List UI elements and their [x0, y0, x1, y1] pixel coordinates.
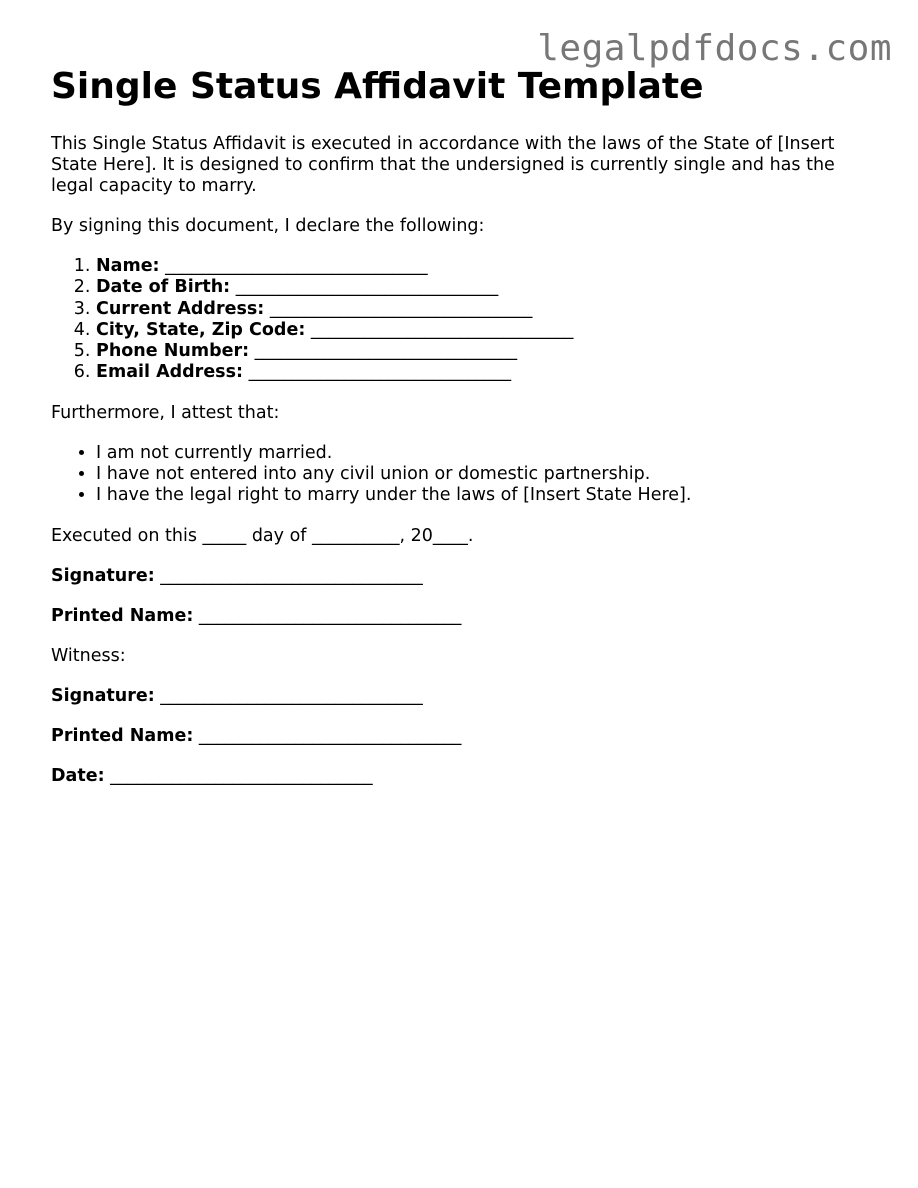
field-name — [96, 256, 871, 277]
page-title: Single Status Affidavit Template — [51, 66, 704, 107]
field-city-state-zip — [96, 320, 871, 341]
witness-printed-name-line — [51, 726, 871, 747]
signature-blank: ______________________________ — [160, 565, 423, 586]
witness-heading: Witness: — [51, 645, 126, 666]
field-date-of-birth — [96, 277, 871, 298]
witness-date-line — [51, 766, 871, 787]
field-blank: ______________________________ — [248, 362, 512, 383]
document-page — [51, 62, 871, 806]
field-label: Date of Birth: — [96, 277, 231, 298]
declaration-fields-list — [51, 256, 871, 384]
field-blank: ______________________________ — [235, 277, 499, 298]
field-label: Email Address: — [96, 362, 244, 383]
intro-paragraph: This Single Status Affidavit is executed in accordance with the laws of the State of [Insert State Here]. It is designed to confirm that the undersigned is currently single and has the legal capacity to marry. — [51, 134, 835, 196]
field-blank: ______________________________ — [269, 298, 533, 319]
field-email-address — [96, 362, 871, 383]
attestations-list — [51, 443, 871, 507]
watermark: legalpdfdocs.com — [537, 28, 892, 69]
list-item: • I have the legal right to marry under the laws of [Insert State Here]. — [96, 485, 871, 506]
list-item: • I have not entered into any civil union or domestic partnership. — [96, 464, 871, 485]
signer-printed-name-line — [51, 606, 871, 627]
field-label: Name: — [96, 256, 160, 276]
signature-label: Signature: — [51, 685, 155, 706]
declare-paragraph: By signing this document, I declare the following: — [51, 216, 485, 236]
field-current-address — [96, 299, 871, 320]
field-blank: ______________________________ — [254, 341, 518, 362]
signer-signature-line — [51, 566, 871, 587]
field-blank: ______________________________ — [310, 319, 574, 340]
date-label: Date: — [51, 765, 105, 786]
field-label: Current Address: — [96, 298, 265, 319]
list-item: • I am not currently married. — [96, 443, 871, 464]
executed-line: Executed on this _____ day of __________, 20____. — [51, 525, 474, 546]
field-blank: ______________________________ — [165, 256, 428, 276]
printed-name-blank: ______________________________ — [198, 605, 462, 626]
printed-name-label: Printed Name: — [51, 605, 194, 626]
field-phone-number — [96, 341, 871, 362]
witness-signature-line — [51, 686, 871, 707]
field-label: City, State, Zip Code: — [96, 319, 306, 340]
printed-name-label: Printed Name: — [51, 725, 194, 746]
attest-intro: Furthermore, I attest that: — [51, 402, 280, 423]
date-blank: ______________________________ — [110, 765, 373, 786]
field-label: Phone Number: — [96, 341, 250, 362]
printed-name-blank: ______________________________ — [198, 725, 462, 746]
signature-label: Signature: — [51, 565, 155, 586]
signature-blank: ______________________________ — [160, 685, 423, 706]
